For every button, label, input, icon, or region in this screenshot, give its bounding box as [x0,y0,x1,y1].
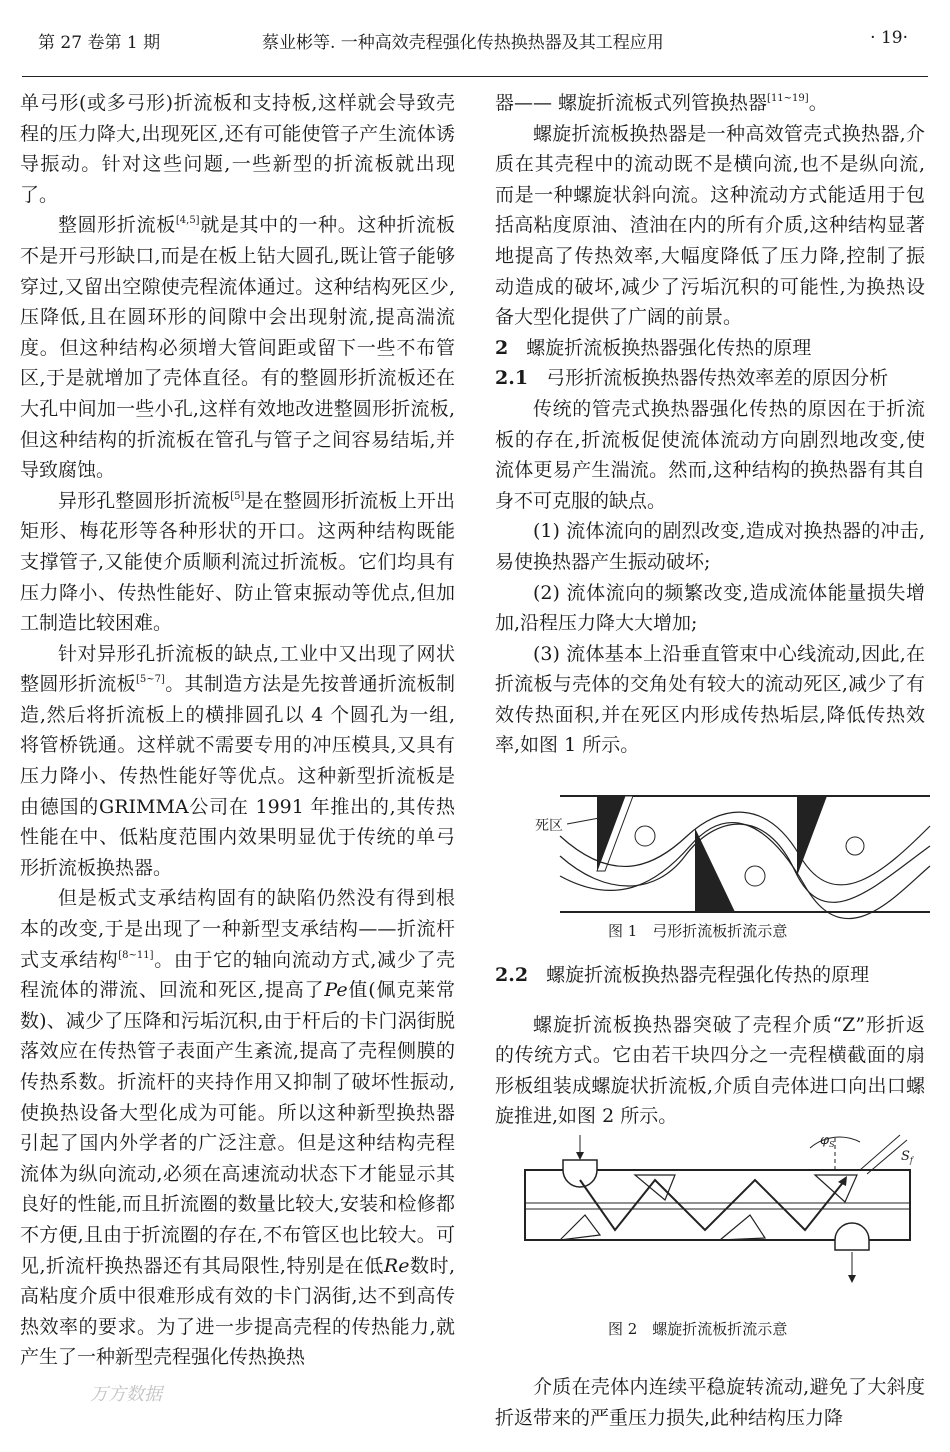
citation: [11~19] [767,93,809,104]
paragraph: 整圆形折流板[4,5]就是其中的一种。这种折流板不是开弓形缺口,而是在板上钻大圆孔,既让管子能够穿过,又留出空隙使壳程流体通过。这种结构死区少,压降低,且在圆环形的间隙中会出现射流,提高湍流度。但这种结构必须增大管间距或留下一些不布管区,于是就增加了壳体直径。有的整圆形折流板还在大孔中间加一些小孔,这样有效地改进整圆形折流板,但这种结构的折流板在管孔与管子之间容易结垢,并导致腐蚀。 [20,214,455,482]
list-item: (1) 流体流向的剧烈改变,造成对换热器的冲击,易使换热器产生振动破坏; [495,520,925,573]
figure-1-segmental-baffle-diagram [515,776,935,926]
baffle-bottom-middle [695,828,735,912]
section-heading-2: 2 螺旋折流板换热器强化传热的原理 [495,336,812,359]
header-journal-issue: 第 27 卷第 1 期 [38,33,161,53]
header-article-title: 蔡业彬等. 一种高效壳程强化传热换热器及其工程应用 [262,33,664,53]
citation: [4,5] [175,215,200,227]
paragraph: 针对异形孔折流板的缺点,工业中又出现了网状整圆形折流板[5~7]。其制造方法是先按普通折流板制造,然后将折流板上的横排圆孔以 4 个圆孔为一组,将管桥铣通。这样就不需要专用的冲压模具,又具有压力降小、传热性能好等优点。这种新型折流板是由德国的GRIMMA公司在 1991 年推出的,其传热性能在中、低粘度范围内效果明显优于传统的单弓形折流板换热器。 [20,642,455,879]
figure-2-caption: 图 2 螺旋折流板折流示意 [608,1320,788,1338]
right-column [495,88,925,761]
section-2-2 [495,960,925,1151]
paragraph: 介质在壳体内连续平稳旋转流动,避免了大斜度折返带来的严重压力损失,此种结构压力降 [495,1376,925,1429]
citation: [5~7] [136,674,165,686]
dead-zone-label: 死区 [535,818,563,834]
figure-1-caption: 图 1 弓形折流板折流示意 [608,922,788,940]
header-page-number: · 19· [870,28,908,48]
paragraph: 单弓形(或多弓形)折流板和支持板,这样就会导致壳程的压力降大,出现死区,还有可能使管子产生流体诱导振动。针对这些问题,一些新型的折流板就出现了。 [20,92,455,206]
paragraph-continuation [495,1353,925,1452]
helix-angle-label: $\varphi_S$ [820,1133,835,1149]
baffle-top-right [797,796,827,876]
paragraph: 但是板式支承结构固有的缺陷仍然没有得到根本的改变,于是出现了一种新型支承结构——折流杆式支承结构[8~11]。由于它的轴向流动方式,减少了壳程流体的滞流、回流和死区,提高了Pe值(佩克莱常数)、减少了压降和污垢沉积,由于杆后的卡门涡街脱落效应在传热管子表面产生紊流,提高了壳程侧膜的传热系数。折流杆的夹持作用又抑制了破坏性振动,使换热设备大型化成为可能。所以这种新型换热器引起了国内外学者的广泛注意。但是这种结构壳程流体为纵向流动,必须在高速流动状态下才能显示其良好的性能,而且折流圈的数量比较大,安装和检修都不方便,且由于折流圈的存在,不布管区也比较大。可见,折流杆换热器还有其局限性,特别是在低Re数时,高粘度介质中很难形成有效的卡门涡街,达不到高传热效率的要求。为了进一步提高壳程的传热能力,就产生了一种新型壳程强化传热换热 [20,887,455,1369]
watermark: 万方数据 [90,1384,162,1405]
paragraph: 螺旋折流板换热器突破了壳程介质“Z”形折返的传统方式。它由若干块四分之一壳程横截面的扇形板组装成螺旋状折流板,介质自壳体进口向出口螺旋推进,如图 2 所示。 [495,1013,925,1128]
figure-2-helical-baffle-diagram [505,1130,930,1310]
section-heading-2-2: 2.2 螺旋折流板换热器壳程强化传热的原理 [495,964,870,986]
citation: [8~11] [118,949,154,961]
running-header [22,10,928,53]
list-item: (2) 流体流向的频繁改变,造成流体能量损失增加,沿程压力降大大增加; [495,581,925,635]
paragraph: 传统的管壳式换热器强化传热的原因在于折流板的存在,折流板促使流体流动方向剧烈地改变,使流体更易产生湍流。然而,这种结构的换热器有其自身不可克服的缺点。 [495,397,925,512]
paragraph: 器—— 螺旋折流板式列管换热器[11~19]。 [495,92,828,114]
left-column [20,88,455,1373]
pitch-label: $S_f$ [901,1149,913,1165]
header-rule [22,76,928,77]
paragraph: 异形孔整圆形折流板[5]是在整圆形折流板上开出矩形、梅花形等各种形状的开口。这两种结构既能支撑管子,又能使介质顺利流过折流板。它们均具有压力降小、传热性能好、防止管束振动等优点,但加工制造比较困难。 [20,489,455,635]
section-heading-2-1: 2.1 弓形折流板换热器传热效率差的原因分析 [495,367,889,390]
citation: [5] [230,490,245,502]
paragraph: 螺旋折流板换热器是一种高效管壳式换热器,介质在其壳程中的流动既不是横向流,也不是纵向流,而是一种螺旋状斜向流。这种流动方式能适用于包括高粘度原油、渣油在内的所有介质,这种结构显著地提高了传热效率,大幅度降低了压力降,控制了振动造成的破坏,减少了污垢沉积的可能性,为换热设备大型化提供了广阔的前景。 [495,122,925,329]
list-item: (3) 流体基本上沿垂直管束中心线流动,因此,在折流板与壳体的交角处有较大的流动死区,减少了有效传热面积,并在死区内形成传热垢层,降低传热效率,如图 1 所示。 [495,642,925,757]
